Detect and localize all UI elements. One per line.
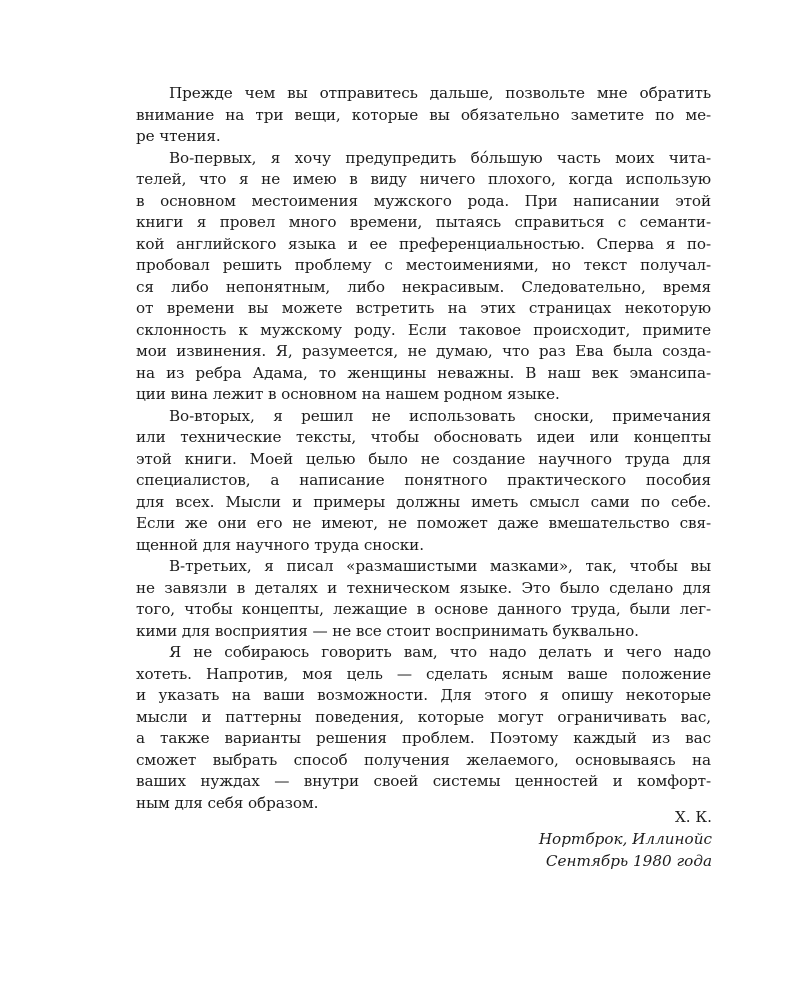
- text-line: в основном местоимения мужского рода. При написании этой: [136, 191, 711, 210]
- text-line: или технические тексты, чтобы обосновать идеи или концепты: [136, 428, 711, 446]
- text-line: мои извинения. Я, разумеется, не думаю, что раз Ева была созда-: [136, 342, 711, 360]
- text-line: не завязли в деталях и техническом языке. Это было сделано для: [136, 578, 711, 597]
- author-initials: Х. К.: [674, 808, 712, 826]
- text-line: Прежде чем вы отправитесь дальше, позвольте мне обратить: [169, 84, 711, 102]
- signature-date: Сентябрь 1980 года: [545, 852, 712, 870]
- text-line: пробовал решить проблему с местоимениями, но текст получал-: [136, 256, 711, 274]
- text-line: кими для восприятия — не все стоит воспринимать буквально.: [136, 621, 639, 640]
- text-line: Я не собираюсь говорить вам, что надо делать и чего надо: [169, 643, 711, 661]
- text-line: кой английского языка и ее преференциальностью. Сперва я по-: [136, 234, 711, 253]
- text-line: хотеть. Напротив, моя цель — сделать ясным ваше положение: [136, 664, 711, 683]
- text-line: для всех. Мысли и примеры должны иметь смысл сами по себе.: [136, 492, 711, 511]
- text-line: на из ребра Адама, то женщины неважны. В наш век эмансипа-: [136, 363, 711, 382]
- signature-place: Нортброк, Иллинойс: [538, 830, 712, 848]
- text-line: Во-вторых, я решил не использовать сноски, примечания: [169, 406, 711, 425]
- text-line: ре чтения.: [136, 127, 221, 145]
- text-line: специалистов, а написание понятного практического пособия: [136, 471, 711, 489]
- paragraph: [136, 642, 711, 814]
- text-line: от времени вы можете встретить на этих страницах некоторую: [136, 299, 711, 317]
- text-line: этой книги. Моей целью было не создание научного труда для: [136, 449, 711, 468]
- text-line: склонность к мужскому роду. Если таковое происходит, примите: [136, 320, 711, 339]
- text-line: а также варианты решения проблем. Поэтому каждый из вас: [136, 729, 711, 747]
- text-line: В-третьих, я писал «размашистыми мазками», так, чтобы вы: [169, 557, 711, 575]
- text-line: и указать на ваши возможности. Для этого я опишу некоторые: [136, 686, 711, 704]
- text-line: внимание на три вещи, которые вы обязательно заметите по ме-: [136, 105, 711, 124]
- text-line: телей, что я не имею в виду ничего плохого, когда использую: [136, 170, 711, 188]
- signature-block: [539, 806, 712, 872]
- paragraph: [136, 406, 711, 557]
- text-line: того, чтобы концепты, лежащие в основе данного труда, были лег-: [136, 600, 711, 618]
- text-line: Во-первых, я хочу предупредить бóльшую часть моих чита-: [169, 148, 711, 167]
- text-line: ции вина лежит в основном на нашем родном языке.: [136, 385, 560, 403]
- text-line: ваших нуждах — внутри своей системы ценностей и комфорт-: [136, 772, 711, 790]
- text-line: мысли и паттерны поведения, которые могут ограничивать вас,: [136, 707, 711, 726]
- text-line: сможет выбрать способ получения желаемого, основываясь на: [136, 750, 711, 769]
- text-line: щенной для научного труда сноски.: [136, 535, 424, 554]
- text-line: ся либо непонятным, либо некрасивым. Следовательно, время: [136, 277, 711, 296]
- text-line: ным для себя образом.: [136, 793, 319, 812]
- text-line: книги я провел много времени, пытаясь справиться с семанти-: [136, 213, 711, 231]
- text-line: Если же они его не имеют, не поможет даже вмешательство свя-: [136, 514, 711, 532]
- paragraph: [136, 556, 711, 642]
- paragraph: [136, 83, 711, 148]
- body-text: [136, 83, 711, 814]
- paragraph: [136, 148, 711, 406]
